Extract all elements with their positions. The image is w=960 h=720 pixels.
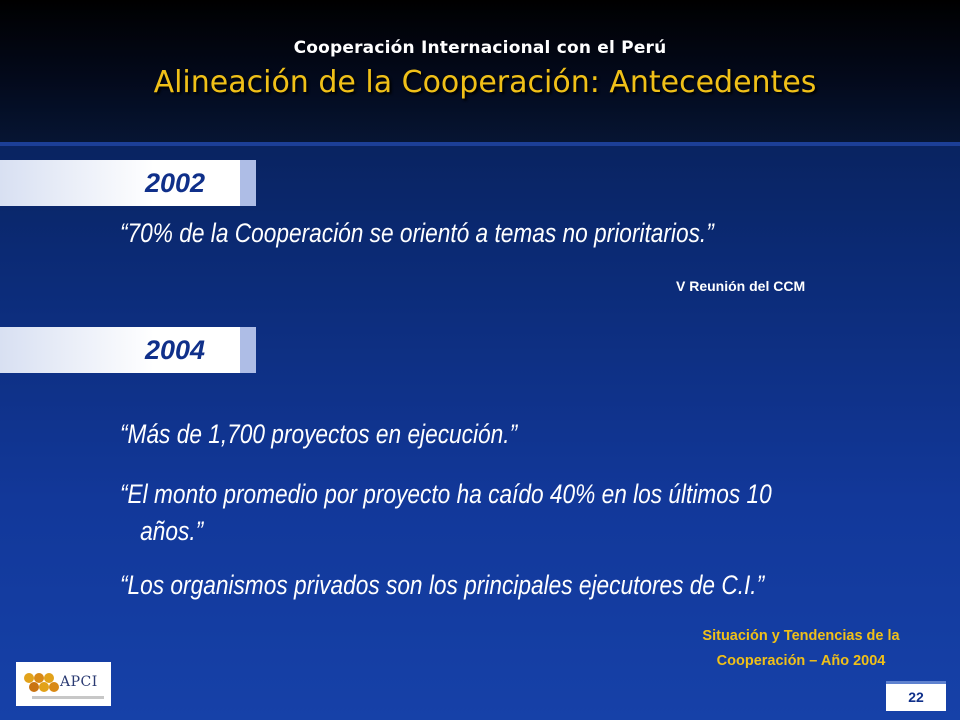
slide-subtitle: Cooperación Internacional con el Perú xyxy=(293,38,667,58)
quote-projects: “Más de 1,700 proyectos en ejecución.” xyxy=(120,419,518,449)
quote-line-continued: años.” xyxy=(140,516,204,546)
apci-logo xyxy=(16,662,111,706)
tab-edge xyxy=(240,327,256,373)
quote-source: V Reunión del CCM xyxy=(676,278,806,294)
tab-edge xyxy=(240,160,256,206)
header-divider xyxy=(0,142,960,146)
year-tab-2004 xyxy=(0,327,256,373)
slide-title: Alineación de la Cooperación: Antecedentes xyxy=(153,65,817,100)
logo-tagline xyxy=(32,696,104,699)
logo-text: APCI xyxy=(60,674,98,690)
apci-logo-mark-icon xyxy=(21,668,61,698)
quote-line: “El monto promedio por proyecto ha caído 40% en los últimos 10 xyxy=(120,479,772,509)
year-label: 2004 xyxy=(145,335,206,365)
quote-average-amount xyxy=(120,476,792,550)
footer-note xyxy=(680,624,922,674)
footer-note-line: Situación y Tendencias de la xyxy=(702,628,900,644)
footer-note-line: Cooperación – Año 2004 xyxy=(716,653,886,669)
quote-2002: “70% de la Cooperación se orientó a temas no prioritarios.” xyxy=(120,218,714,248)
year-label: 2002 xyxy=(145,168,206,198)
page-number: 22 xyxy=(886,681,946,711)
year-tab-2002 xyxy=(0,160,256,206)
quote-private-orgs: “Los organismos privados son los principales ejecutores de C.I.” xyxy=(120,570,765,600)
